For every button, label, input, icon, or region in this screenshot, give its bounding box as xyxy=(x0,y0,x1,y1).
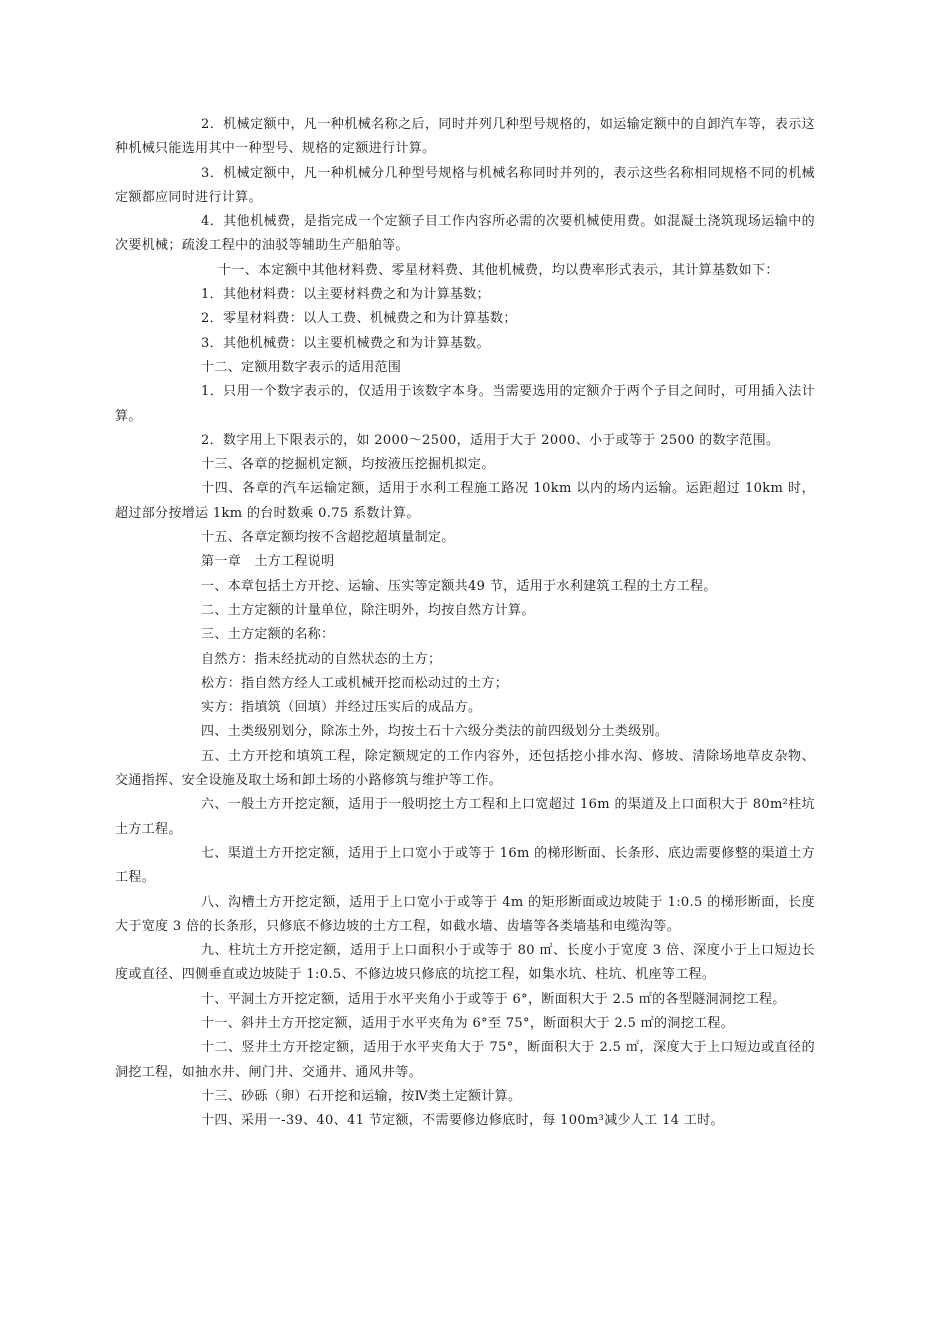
paragraph: 2．机械定额中，凡一种机械名称之后，同时并列几种型号规格的，如运输定额中的自卸汽车等，表示这种机械只能选用其中一种型号、规格的定额进行计算。 xyxy=(115,117,815,157)
paragraph: 十三、砂砾（卵）石开挖和运输，按Ⅳ类土定额计算。 xyxy=(201,1088,522,1104)
definition-item: 自然方：指未经扰动的自然状态的土方； xyxy=(201,651,442,667)
list-item: 3．其他机械费：以主要机械费之和为计算基数。 xyxy=(201,335,490,351)
paragraph: 四、土类级别划分，除冻土外，均按土石十六级分类法的前四级划分土类级别。 xyxy=(201,724,669,740)
paragraph: 六、一般土方开挖定额，适用于一般明挖土方工程和上口宽超过 16m 的渠道及上口面积大于 80m²柱坑土方工程。 xyxy=(115,797,815,837)
document-page xyxy=(115,113,815,1133)
paragraph: 十一、斜井土方开挖定额，适用于水平夹角为 6°至 75°，断面积大于 2.5 ㎡的洞挖工程。 xyxy=(201,1015,735,1031)
paragraph: 七、渠道土方开挖定额，适用于上口宽小于或等于 16m 的梯形断面、长条形、底边需要修整的渠道土方工程。 xyxy=(115,845,815,886)
paragraph: 十、平洞土方开挖定额，适用于水平夹角小于或等于 6°，断面积大于 2.5 ㎡的各型隧洞洞挖工程。 xyxy=(201,991,786,1007)
paragraph: 二、土方定额的计量单位，除注明外，均按自然方计算。 xyxy=(201,602,535,618)
paragraph: 十五、各章定额均按不含超挖超填量制定。 xyxy=(201,530,455,546)
paragraph: 十四、采用一-39、40、41 节定额，不需要修边修底时，每 100m³减少人工 14 工时。 xyxy=(201,1113,724,1129)
definition-item: 实方：指填筑（回填）并经过压实后的成品方。 xyxy=(201,700,482,716)
paragraph: 一、本章包括土方开挖、运输、压实等定额共49 节，适用于水利建筑工程的土方工程。 xyxy=(201,578,717,594)
paragraph: 3．机械定额中，凡一种机械分几种型号规格与机械名称同时并列的，表示这些名称相同规格不同的机械定额都应同时进行计算。 xyxy=(115,165,815,205)
paragraph: 4．其他机械费，是指完成一个定额子目工作内容所必需的次要机械使用费。如混凝土浇筑现场运输中的次要机械；疏浚工程中的油驳等辅助生产船舶等。 xyxy=(115,214,815,254)
paragraph: 九、柱坑土方开挖定额，适用于上口面积小于或等于 80 ㎡、长度小于宽度 3 倍、深度小于上口短边长度或直径、四侧垂直或边坡陡于 1:0.5、不修边坡只修底的坑挖工程，如集水坑、柱坑、机座等工程。 xyxy=(115,943,815,983)
section-heading: 十一、本定额中其他材料费、零星材料费、其他机械费，均以费率形式表示，其计算基数如下： xyxy=(218,262,779,278)
definition-item: 松方：指自然方经人工或机械开挖而松动过的土方； xyxy=(201,675,509,691)
paragraph: 八、沟槽土方开挖定额，适用于上口宽小于或等于 4m 的矩形断面或边坡陡于 1:0.5 的梯形断面，长度大于宽度 3 倍的长条形，只修底不修边坡的土方工程，如截水墙、齿墙等各类墙基和电缆沟等。 xyxy=(115,894,815,934)
list-item: 2．零星材料费：以人工费、机械费之和为计算基数； xyxy=(201,311,517,327)
paragraph: 三、土方定额的名称： xyxy=(201,627,335,643)
paragraph: 十三、各章的挖掘机定额，均按液压挖掘机拟定。 xyxy=(201,457,495,473)
paragraph: 十四、各章的汽车运输定额，适用于水利工程施工路况 10km 以内的场内运输。运距超过 10km 时，超过部分按增运 1km 的台时数乘 0.75 系数计算。 xyxy=(115,481,815,521)
paragraph: 2．数字用上下限表示的，如 2000～2500，适用于大于 2000、小于或等于 2500 的数字范围。 xyxy=(201,432,780,448)
paragraph: 十二、竖井土方开挖定额，适用于水平夹角大于 75°，断面积大于 2.5 ㎡，深度大于上口短边或直径的洞挖工程，如抽水井、闸门井、交通井、通风井等。 xyxy=(115,1040,815,1080)
paragraph: 五、土方开挖和填筑工程，除定额规定的工作内容外，还包括挖小排水沟、修坡、清除场地草皮杂物、交通指挥、安全设施及取土场和卸土场的小路修筑与维护等工作。 xyxy=(115,748,815,789)
paragraph: 1．只用一个数字表示的，仅适用于该数字本身。当需要选用的定额介于两个子目之间时，可用插入法计算。 xyxy=(115,384,815,424)
chapter-title: 第一章 土方工程说明 xyxy=(201,554,335,570)
section-heading: 十二、定额用数字表示的适用范围 xyxy=(201,359,402,375)
list-item: 1．其他材料费：以主要材料费之和为计算基数； xyxy=(201,287,490,303)
